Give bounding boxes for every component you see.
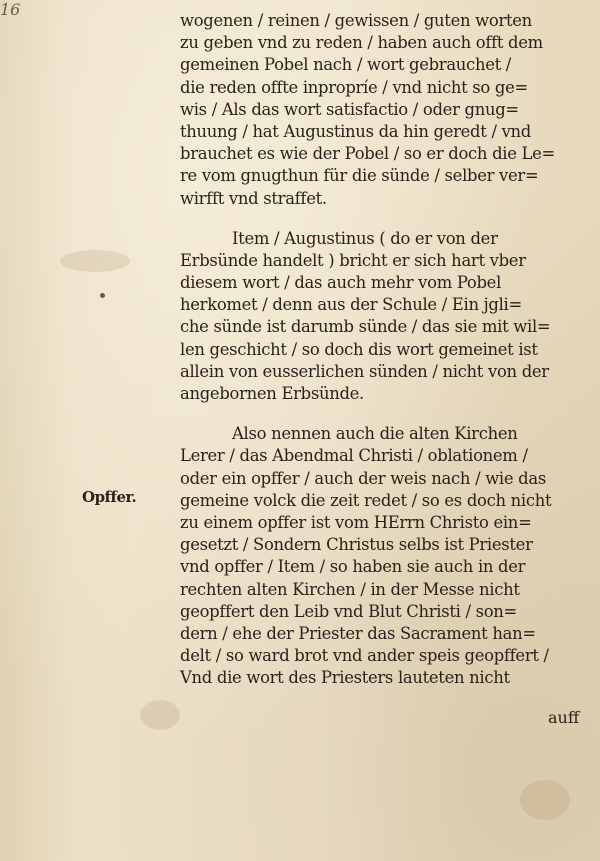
text-line: gesetzt / Sondern Christus selbs ist Priester [180, 535, 533, 555]
text-line: rechten alten Kirchen / in der Messe nicht [180, 579, 520, 599]
paragraph-3 [180, 423, 590, 689]
text-line: che sünde ist darumb sünde / das sie mit wil= [180, 317, 551, 337]
text-line: zu geben vnd zu reden / haben auch offt dem [180, 33, 543, 53]
text-line: len geschicht / so doch dis wort gemeinet ist [180, 339, 538, 359]
text-line: re vom gnugthun für die sünde / selber ver= [180, 166, 539, 186]
text-line: oder ein opffer / auch der weis nach / wie das [180, 468, 546, 488]
text-line: Vnd die wort des Priesters lauteten nicht [180, 668, 510, 688]
text-line: brauchet es wie der Pobel / so er doch die Le= [180, 144, 555, 164]
text-line: dern / ehe der Priester das Sacrament han= [180, 623, 536, 643]
text-line: wirfft vnd straffet. [180, 188, 327, 208]
text-line: vnd opffer / Item / so haben sie auch in der [180, 557, 526, 577]
text-line: herkomet / denn aus der Schule / Ein jgli= [180, 295, 522, 315]
text-line: wis / Als das wort satisfactio / oder gnug= [180, 99, 519, 119]
text-line: wogenen / reinen / gewissen / guten worten [180, 11, 532, 30]
paper-stain [520, 780, 570, 820]
paragraph-2 [180, 228, 590, 406]
folio-number: 16 [0, 0, 21, 19]
text-line: geopffert den Leib vnd Blut Christi / son= [180, 601, 517, 621]
text-line: gemeine volck die zeit redet / so es doch nicht [180, 490, 552, 510]
text-line: angebornen Erbsünde. [180, 384, 364, 403]
body-text [180, 10, 590, 707]
ink-dot [100, 293, 105, 298]
text-line: Lerer / das Abendmal Christi / oblationem / [180, 446, 528, 466]
text-line: Erbsünde handelt ) bricht er sich hart vber [180, 250, 526, 270]
text-line: Also nennen auch die alten Kirchen [232, 424, 518, 444]
text-line: delt / so ward brot vnd ander speis geopffert / [180, 646, 549, 666]
text-line: diesem wort / das auch mehr vom Pobel [180, 273, 502, 293]
paragraph-1 [180, 10, 590, 210]
text-line: zu einem opffer ist vom HErrn Christo ein= [180, 512, 532, 532]
catchword: auff [548, 708, 580, 727]
paper-stain [60, 250, 130, 272]
text-line: gemeinen Pobel nach / wort gebrauchet / [180, 55, 512, 75]
paper-stain [140, 700, 180, 730]
margin-note: Opffer. [82, 488, 137, 506]
text-line: Item / Augustinus ( do er von der [232, 228, 498, 248]
text-line: allein von eusserlichen sünden / nicht von der [180, 361, 549, 381]
text-line: thuung / hat Augustinus da hin geredt / vnd [180, 121, 531, 141]
text-line: die reden offte inpropríe / vnd nicht so ge= [180, 77, 528, 97]
